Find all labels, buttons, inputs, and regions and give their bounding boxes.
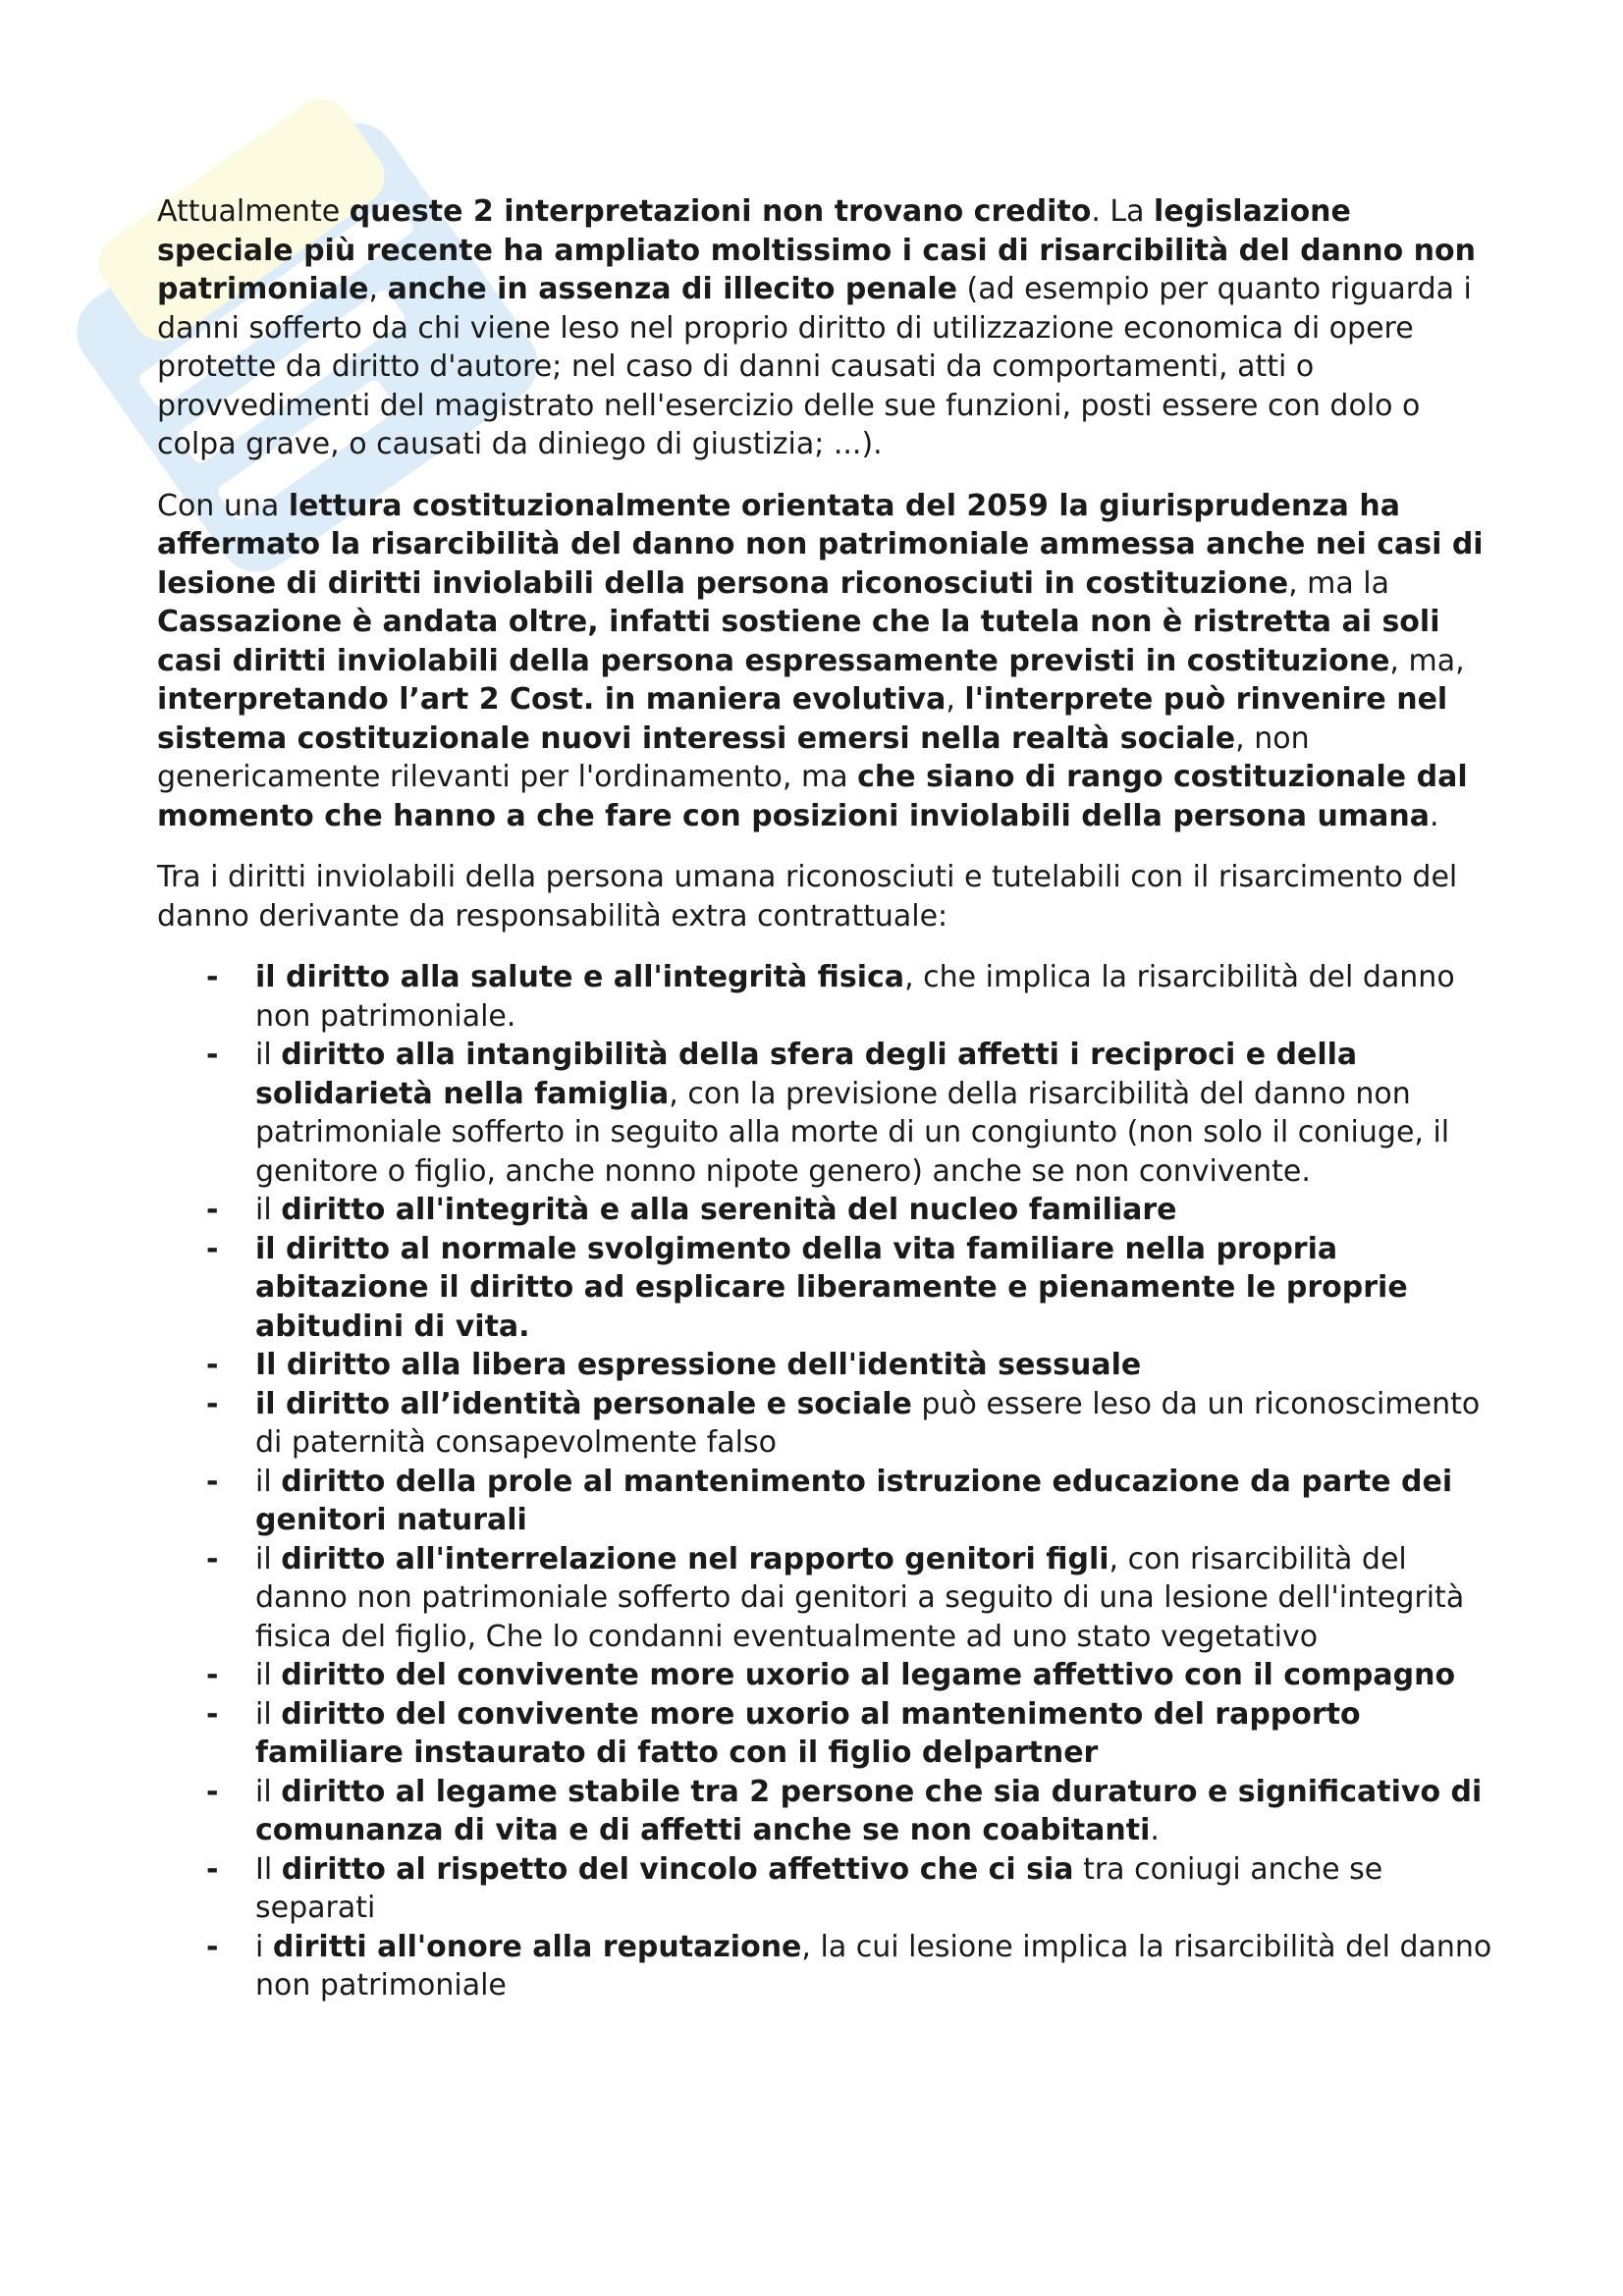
list-item	[157, 958, 1492, 1036]
text-run: , non genericamente rilevanti per l'ordinamento, ma	[157, 721, 1310, 794]
list-item	[157, 1463, 1492, 1540]
list-item	[157, 1346, 1492, 1385]
bold-text: diritto del convivente more uxorio al mantenimento del rapporto familiare instaurato di fatto con il figlio delpartner	[255, 1696, 1361, 1770]
text-run: tra coniugi anche se separati	[255, 1851, 1383, 1925]
list-item	[157, 1385, 1492, 1463]
text-run: Il	[255, 1851, 282, 1887]
bold-text: diritti all'onore alla reputazione	[272, 1929, 802, 1964]
text-run: Attualmente	[157, 194, 350, 229]
text-run: Tra i diritti inviolabili della persona umana riconosciuti e tutelabili con il risarcimento del danno derivante da responsabilità extra contrattuale:	[157, 860, 1458, 934]
bold-text: diritto all'integrità e alla serenità del nucleo familiare	[281, 1193, 1177, 1227]
bold-text: diritto della prole al mantenimento istruzione educazione da parte dei genitori naturali	[255, 1464, 1453, 1537]
bold-text: diritto al rispetto del vincolo affettivo che ci sia	[281, 1851, 1074, 1887]
text-run: i	[255, 1929, 273, 1964]
list-item	[157, 1540, 1492, 1657]
list-item	[157, 1656, 1492, 1695]
bullet-dash: -	[206, 1464, 219, 1499]
bullet-dash: -	[206, 1658, 219, 1692]
text-run: può essere leso da un riconoscimento di paternità consapevolmente falso	[255, 1386, 1481, 1460]
bold-text: il diritto alla salute e all'integrità fisica	[255, 960, 905, 994]
bullet-dash: -	[206, 960, 219, 994]
bullet-dash: -	[206, 1348, 219, 1382]
text-run: il	[255, 1464, 282, 1499]
bullet-dash: -	[206, 1193, 219, 1227]
text-run: , ma,	[1389, 643, 1465, 678]
document-body	[157, 192, 1492, 2005]
bullet-dash: -	[206, 1231, 219, 1266]
list-item	[157, 1928, 1492, 2005]
paragraph-2	[157, 487, 1492, 836]
bold-text: diritto al legame stabile tra 2 persone che sia duraturo e significativo di comunanza di vita e di affetti anche se non coabitanti	[255, 1774, 1483, 1847]
text-run: , con la previsione della risarcibilità del danno non patrimoniale sofferto in seguito alla morte di un congiunto (non solo il coniuge, il genitore o figlio, anche nonno nipote genero) anche se non convivente.	[255, 1076, 1450, 1189]
text-run: , la cui lesione implica la risarcibilità del danno non patrimoniale	[255, 1929, 1492, 2002]
text-run: .	[1429, 798, 1439, 833]
list-item	[157, 1230, 1492, 1347]
paragraph-1	[157, 192, 1492, 464]
bold-text: l'interprete può rinvenire nel sistema costituzionale nuovi interessi emersi nella realtà sociale	[157, 682, 1448, 756]
bold-text: diritto alla intangibilità della sfera degli affetti i reciproci e della solidarietà nella famiglia	[255, 1038, 1358, 1111]
bold-text: anche in assenza di illecito penale	[387, 272, 957, 306]
bullet-dash: -	[206, 1038, 219, 1072]
list-item	[157, 1773, 1492, 1850]
bullet-dash: -	[206, 1851, 219, 1887]
bold-text: diritto del convivente more uxorio al legame affettivo con il compagno	[281, 1658, 1456, 1692]
bold-text: legislazione speciale più recente ha ampliato moltissimo i casi di risarcibilità del danno non patrimoniale	[157, 194, 1476, 306]
bold-text: queste 2 interpretazioni non trovano credito	[349, 194, 1092, 229]
text-run: (ad esempio per quanto riguarda i danni sofferto da chi viene leso nel proprio diritto di utilizzazione economica di opere protette da diritto d'autore; nel caso di danni causati da comportamenti, atti o provvedimenti del magistrato nell'esercizio delle sue funzioni, posti essere con dolo o colpa grave, o causati da diniego di giustizia; ...).	[157, 272, 1472, 461]
bold-text: interpretando l’art 2 Cost. in maniera evolutiva	[157, 682, 947, 717]
bullet-dash: -	[206, 1696, 219, 1732]
text-run: il	[255, 1774, 282, 1809]
bold-text: il diritto al normale svolgimento della vita familiare nella propria abitazione il diritto ad esplicare liberamente e pienamente le proprie abitudini di vita.	[255, 1231, 1408, 1344]
text-run: ,	[946, 682, 965, 717]
bold-text: il diritto all’identità personale e sociale	[255, 1386, 912, 1421]
text-run: il	[255, 1658, 282, 1692]
rights-list	[157, 958, 1492, 2005]
bold-text: diritto all'interrelazione nel rapporto genitori figli	[281, 1541, 1109, 1576]
text-run: , ma la	[1288, 565, 1390, 601]
bullet-dash: -	[206, 1774, 219, 1809]
text-run: il	[255, 1541, 282, 1576]
text-run: , che implica la risarcibilità del danno non patrimoniale.	[255, 960, 1455, 1034]
bold-text: lettura costituzionalmente orientata del 2059 la giurisprudenza ha affermato la risarcibilità del danno non patrimoniale ammessa anche nei casi di lesione di diritti inviolabili della persona riconosciuti in costituzione	[157, 488, 1484, 601]
paragraph-3	[157, 858, 1492, 935]
text-run: il	[255, 1696, 282, 1732]
list-item	[157, 1695, 1492, 1773]
bold-text: Cassazione è andata oltre, infatti sostiene che la tutela non è ristretta ai soli casi diritti inviolabili della persona espressamente previsti in costituzione	[157, 605, 1440, 678]
text-run: .	[1150, 1813, 1160, 1847]
text-run: , con risarcibilità del danno non patrimoniale sofferto dai genitori a seguito di una lesione dell'integrità fisica del figlio, Che lo condanni eventualmente ad uno stato vegetativo	[255, 1541, 1465, 1654]
text-run: Con una	[157, 488, 289, 523]
bullet-dash: -	[206, 1386, 219, 1421]
bold-text: Il diritto alla libera espressione dell'identità sessuale	[255, 1348, 1142, 1382]
text-run: . La	[1091, 194, 1155, 229]
text-run: il	[255, 1193, 282, 1227]
list-item	[157, 1036, 1492, 1191]
list-item	[157, 1191, 1492, 1230]
text-run: ,	[368, 272, 388, 306]
list-item	[157, 1850, 1492, 1928]
text-run: il	[255, 1038, 282, 1072]
bullet-dash: -	[206, 1929, 219, 1964]
bold-text: che siano di rango costituzionale dal momento che hanno a che fare con posizioni inviolabili della persona umana	[157, 760, 1468, 833]
bullet-dash: -	[206, 1541, 219, 1576]
